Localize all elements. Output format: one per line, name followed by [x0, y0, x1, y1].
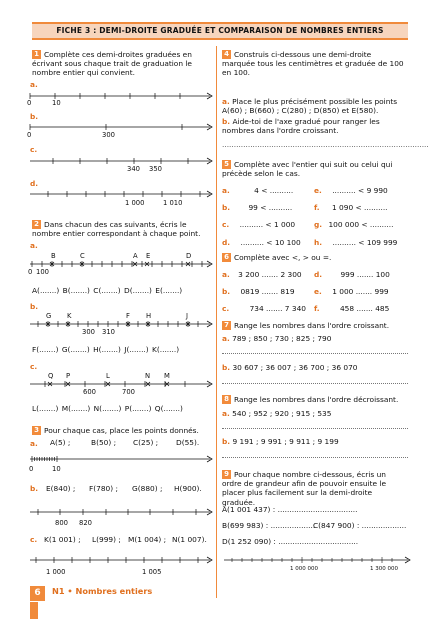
exercise-3-instruction	[32, 426, 212, 435]
point-item: N(1 007).	[172, 535, 207, 544]
grid-item: c. .......... < 1 000	[222, 220, 296, 230]
chapter-title: N1 • Nombres entiers	[52, 586, 153, 596]
estimate-line[interactable]: C(847 900) : ...................	[313, 521, 407, 530]
instruction-text: Dans chacun des cas suivants, écris le nombre entier correspondant à chaque point.	[32, 220, 201, 239]
item-label: a.	[30, 241, 38, 250]
point-item: C(25) ;	[133, 438, 159, 447]
page-title: FICHE 3 : DEMI-DROITE GRADUÉE ET COMPARAISON DE NOMBRES ENTIERS	[32, 22, 408, 40]
exercise-number: 8	[222, 395, 231, 404]
number-line-2a	[28, 258, 214, 270]
number-line-1c	[28, 155, 214, 167]
exercise-4-instruction	[222, 50, 406, 78]
instruction-text: Pour chaque nombre ci-dessous, écris un ordre de grandeur afin de pouvoir ensuite le placer plus facilement sur la demi-droite graduée.	[222, 470, 386, 507]
item-label: a.	[30, 439, 38, 448]
answer-line[interactable]	[222, 353, 408, 354]
exercise-number: 3	[32, 426, 41, 435]
exercise-8b: b. 9 191 ; 9 991 ; 9 911 ; 9 199	[222, 437, 339, 446]
grid-item: h. .......... < 109 999	[314, 237, 398, 247]
point-label: Q	[48, 372, 54, 380]
answer-line-2c: L(.......) M(.......) N(.......) P(.......) Q(.......)	[32, 404, 183, 413]
exercise-7b: b. 30 607 ; 36 007 ; 36 700 ; 36 070	[222, 363, 358, 372]
point-label: K	[67, 312, 72, 320]
axis-label: 0	[28, 268, 33, 276]
grid-item: d. 999 ....... 100	[314, 270, 390, 279]
number-line-2b	[28, 318, 214, 330]
answer-line[interactable]	[222, 383, 408, 384]
exercise-number: 9	[222, 470, 231, 479]
exercise-9-instruction	[222, 470, 406, 507]
axis-label: 1 005	[142, 568, 162, 576]
exercise-5-grid	[222, 186, 412, 247]
axis-label: 1 000	[46, 568, 66, 576]
item-label: c.	[30, 145, 38, 154]
exercise-number: 1	[32, 50, 41, 59]
number-line-3b	[28, 506, 214, 518]
answer-line[interactable]	[222, 457, 408, 458]
item-label: b.	[30, 302, 39, 311]
exercise-6-grid	[222, 270, 412, 314]
item-label: b.	[30, 484, 39, 493]
exercise-7a: a. 789 ; 850 ; 730 ; 825 ; 790	[222, 334, 332, 343]
footer-accent-bar	[30, 602, 38, 619]
axis-label: 340	[127, 165, 140, 173]
exercise-5-instruction	[222, 160, 406, 178]
grid-item: b. 99 < ..........	[222, 203, 293, 213]
point-label: F	[126, 312, 130, 320]
exercise-4a: a. Place le plus précisément possible les points A(60) ; B(660) ; C(280) ; D(850) et E(580).	[222, 97, 398, 116]
point-item: H(900).	[174, 484, 202, 493]
number-line-3a	[28, 453, 214, 465]
axis-label: 1 010	[163, 199, 183, 207]
point-item: M(1 004) ;	[128, 535, 167, 544]
axis-label: 350	[149, 165, 162, 173]
point-item: F(780) ;	[89, 484, 118, 493]
exercise-number: 5	[222, 160, 231, 169]
axis-label: 300	[102, 131, 115, 139]
point-label: J	[186, 312, 189, 320]
point-label: M	[164, 372, 170, 380]
item-label: d.	[30, 179, 39, 188]
point-item: G(880) ;	[132, 484, 163, 493]
column-divider	[216, 46, 217, 598]
grid-item: g. 100 000 < ..........	[314, 220, 394, 230]
axis-label: 10	[52, 465, 61, 473]
axis-label: 800	[55, 519, 68, 527]
answer-line[interactable]: ........................................................................................	[222, 140, 429, 149]
instruction-text: Range les nombres dans l'ordre croissant.	[234, 321, 390, 330]
axis-label: 700	[122, 388, 135, 396]
estimate-line[interactable]: A(1 001 437) : ..................................	[222, 505, 358, 514]
grid-item: a. 4 < ..........	[222, 186, 294, 195]
axis-label: 1 000	[125, 199, 145, 207]
estimate-line[interactable]: B(699 983) : ...................	[222, 521, 316, 530]
instruction-text: Complète avec l'entier qui suit ou celui qui précède selon le cas.	[222, 160, 393, 179]
point-label: D	[186, 252, 192, 260]
grid-item: f. 1 090 < ..........	[314, 203, 388, 213]
grid-item: e. .......... < 9 990	[314, 186, 388, 195]
instruction-text: Complète avec <, > ou =.	[234, 253, 332, 262]
answer-line[interactable]	[222, 428, 408, 429]
point-item: D(55).	[176, 438, 200, 447]
point-item: E(840) ;	[46, 484, 76, 493]
page-number: 6	[30, 586, 45, 601]
instruction-text: Construis ci-dessous une demi-droite marquée tous les centimètres et graduée de 100 en 100.	[222, 50, 404, 78]
point-label: L	[106, 372, 110, 380]
axis-label: 600	[83, 388, 96, 396]
point-item: K(1 001) ;	[44, 535, 81, 544]
exercise-number: 2	[32, 220, 41, 229]
instruction-text: Pour chaque cas, place les points donnés.	[44, 426, 199, 435]
item-label: a.	[30, 80, 38, 89]
grid-item: e. 1 000 ....... 999	[314, 287, 389, 297]
point-label: N	[145, 372, 151, 380]
grid-item: c. 734 ....... 7 340	[222, 304, 306, 314]
grid-item: a. 3 200 ....... 2 300	[222, 270, 302, 279]
grid-item: f. 458 ....... 485	[314, 304, 390, 314]
exercise-number: 7	[222, 321, 231, 330]
item-label: c.	[30, 535, 38, 544]
axis-label: 0	[27, 131, 32, 139]
point-item: A(5) ;	[50, 438, 71, 447]
point-label: E	[146, 252, 151, 260]
point-item: B(50) ;	[91, 438, 117, 447]
answer-line-2b: F(.......) G(.......) H(.......) J(.......) K(.......)	[32, 345, 180, 354]
point-label: C	[80, 252, 85, 260]
axis-label: 100	[36, 268, 49, 276]
axis-label: 820	[79, 519, 92, 527]
item-label: b.	[30, 112, 39, 121]
point-label: G	[46, 312, 52, 320]
axis-label: 1 300 000	[370, 566, 398, 572]
axis-label: 1 000 000	[290, 566, 318, 572]
item-label: c.	[30, 362, 38, 371]
point-item: L(999) ;	[92, 535, 121, 544]
number-line-9	[222, 554, 412, 566]
number-line-2c	[28, 378, 214, 390]
exercise-1-instruction	[32, 50, 210, 78]
exercise-8-instruction	[222, 395, 406, 404]
answer-line-2a: A(.......) B(.......) C(.......) D(.......) E(.......)	[32, 286, 183, 295]
point-label: A	[133, 252, 138, 260]
grid-item: d. .......... < 10 100	[222, 237, 301, 247]
exercise-7-instruction	[222, 321, 406, 330]
estimate-line[interactable]: D(1 252 090) : ..................................	[222, 537, 359, 546]
exercise-4b: b. Aide-toi de l'axe gradué pour ranger les nombres dans l'ordre croissant.	[222, 117, 380, 136]
axis-label: 0	[27, 99, 32, 107]
exercise-number: 6	[222, 253, 231, 262]
number-line-1d	[28, 188, 214, 200]
point-label: H	[146, 312, 152, 320]
axis-label: 310	[102, 328, 115, 336]
axis-label: 10	[52, 99, 61, 107]
exercise-8a: a. 540 ; 952 ; 920 ; 915 ; 535	[222, 409, 332, 418]
number-line-1b	[28, 121, 214, 133]
number-line-3c	[28, 554, 214, 566]
exercise-number: 4	[222, 50, 231, 59]
grid-item: b. 0819 ....... 819	[222, 287, 295, 297]
point-label: B	[51, 252, 56, 260]
instruction-text: Range les nombres dans l'ordre décroissant.	[234, 395, 399, 404]
exercise-6-instruction	[222, 253, 406, 262]
point-label: P	[66, 372, 71, 380]
exercise-2-instruction	[32, 220, 210, 238]
axis-label: 0	[29, 465, 34, 473]
axis-label: 300	[82, 328, 95, 336]
instruction-text: Complète ces demi-droites graduées en écrivant sous chaque trait de graduation le nombre entier qui convient.	[32, 50, 192, 78]
